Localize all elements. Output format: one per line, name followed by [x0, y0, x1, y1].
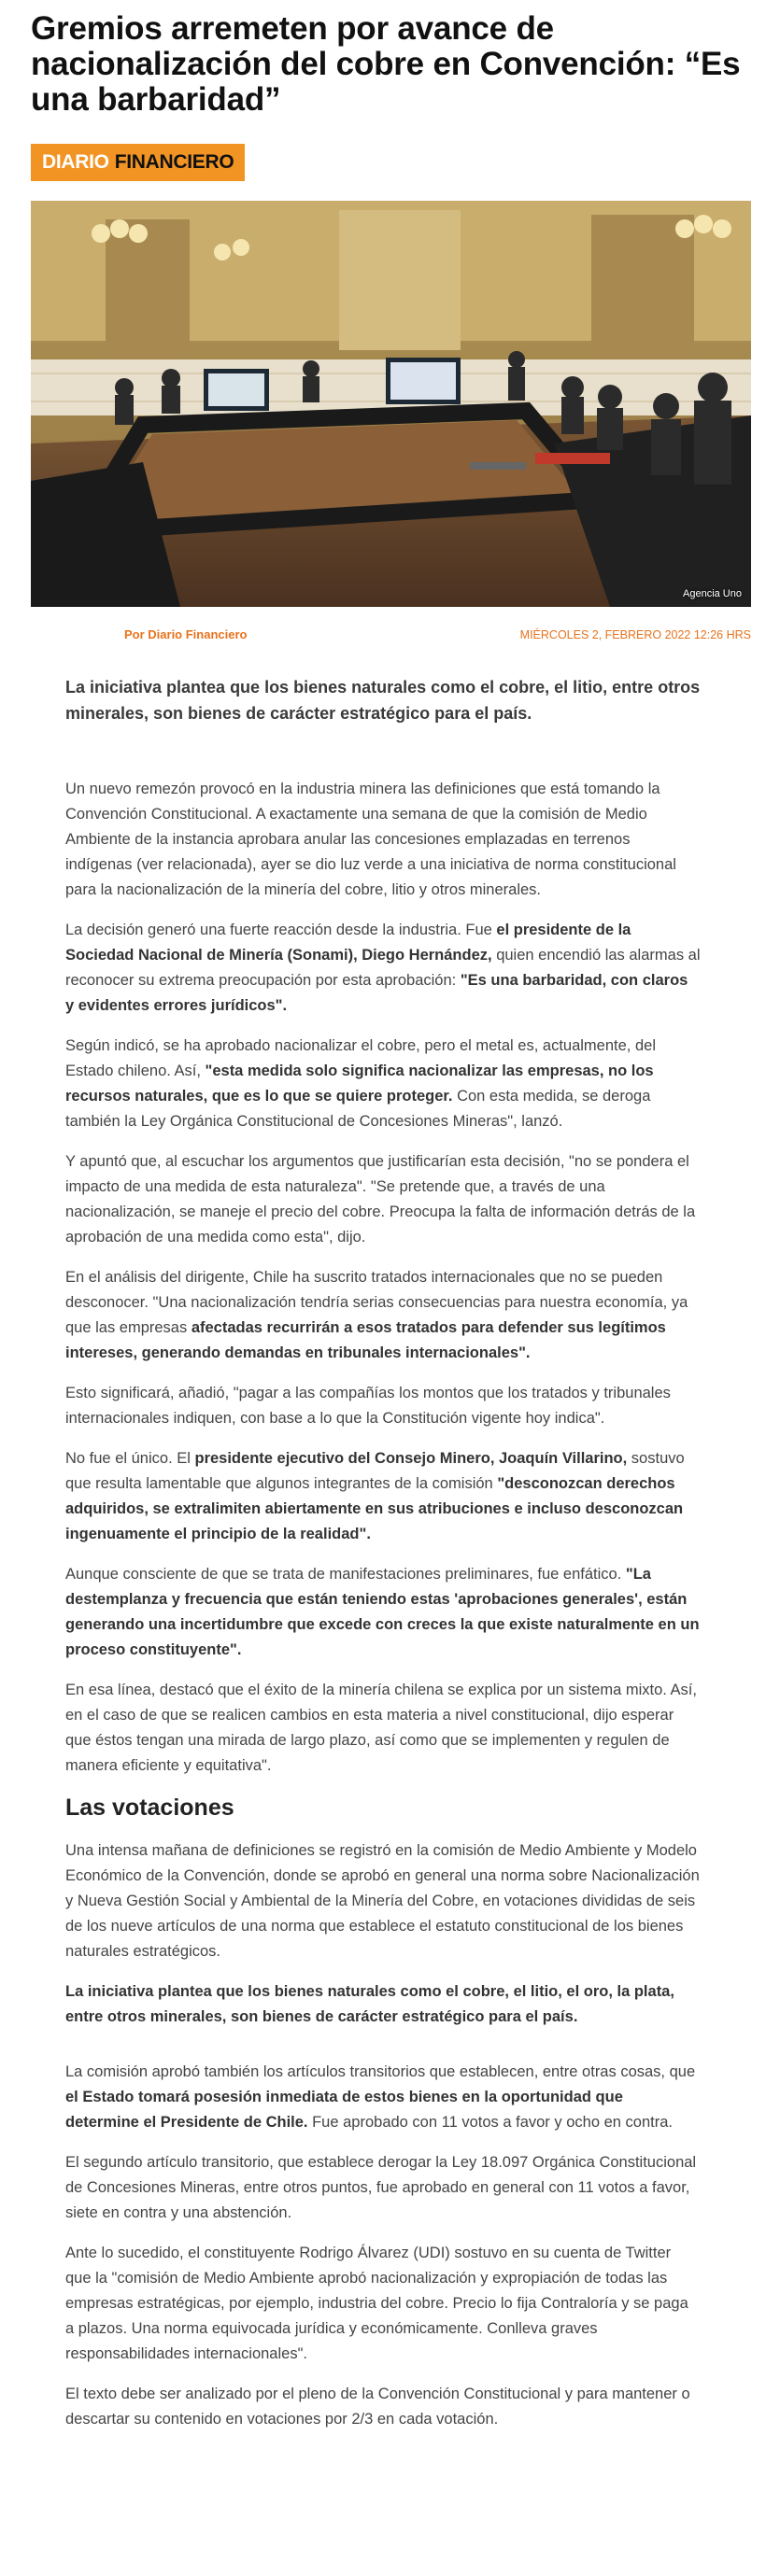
- article-body: [65, 674, 701, 2447]
- brand-part-2: FINANCIERO: [114, 151, 234, 173]
- bold-quote: "desconozcan derechos adquiridos, se extralimiten abiertamente en sus atribuciones e incluso desconozcan ingenuamente el principio de la realidad".: [65, 1475, 684, 1542]
- paragraph-12: El segundo artículo transitorio, que establece derogar la Ley 18.097 Orgánica Constitucional de Concesiones Mineras, entre otros puntos, fue aprobado en general con 11 votos a favor, siete en contra y una abstención.: [65, 2154, 697, 2221]
- bold-quote: "La destemplanza y frecuencia que están teniendo estas 'aprobaciones generales', están generando una incertidumbre que excede con creces la que existe naturalmente en un proceso constituyente".: [65, 1566, 700, 1658]
- pull-quote: La iniciativa plantea que los bienes naturales como el cobre, el litio, el oro, la plata, entre otros minerales, son bienes de carácter estratégico para el país.: [65, 1983, 674, 2025]
- text-run: Aunque consciente de que se trata de manifestaciones preliminares, fue enfático.: [65, 1566, 626, 1583]
- hero-photo: [31, 201, 751, 607]
- section-heading: Las votaciones: [65, 1795, 234, 1821]
- bold-quote: "esta medida solo significa nacionalizar las empresas, no los recursos naturales, que es lo que se quiere proteger.: [65, 1063, 654, 1105]
- article-headline: Gremios arremeten por avance de nacionalización del cobre en Convención: “Es una barbaridad”: [31, 10, 741, 118]
- paragraph-11: [65, 2060, 701, 2135]
- text-run: sostuvo que resulta lamentable que algunos integrantes de la comisión: [65, 1450, 685, 1492]
- brand-part-1: DIARIO: [42, 151, 109, 173]
- diario-financiero-logo[interactable]: [31, 144, 245, 181]
- text-run: La comisión aprobó también los artículos transitorios que establecen, entre otras cosas, que: [65, 2063, 696, 2080]
- paragraph-13: Ante lo sucedido, el constituyente Rodrigo Álvarez (UDI) sostuvo en su cuenta de Twitter que la "comisión de Medio Ambiente aprobó nacionalización y expropiación de todas las empresas estratégicas, por ejemplo, industria del cobre. Precio lo fija Contraloría y se paga a plazos. Una norma equivocada jurídica y económicamente. Conlleva graves responsabilidades internacionales".: [65, 2245, 688, 2362]
- paragraph-8: [65, 1562, 701, 1663]
- paragraph-3: [65, 1034, 701, 1134]
- paragraph-10: Una intensa mañana de definiciones se registró en la comisión de Medio Ambiente y Modelo Económico de la Convención, donde se aprobó en general una norma sobre Nacionalización y Nueva Gestión Social y Ambiental de la Minería del Cobre, en votaciones divididas de seis de los nueve artículos de una norma que establece el estatuto constitucional de los bienes naturales estratégicos.: [65, 1842, 700, 1960]
- bold-run: el Estado tomará posesión inmediata de estos bienes en la oportunidad que determine el Presidente de Chile.: [65, 2089, 623, 2131]
- byline-row: [124, 627, 751, 641]
- text-run: No fue el único. El: [65, 1450, 195, 1467]
- bold-run: el presidente de la Sociedad Nacional de Minería (Sonami), Diego Hernández,: [65, 922, 631, 964]
- paragraph-4: Y apuntó que, al escuchar los argumentos que justificarían esta decisión, "no se pondera el impacto de una medida de esta naturaleza". "Se pretende que, a través de una nacionalización, se maneje el precio del cobre. Preocupa la falta de información detrás de la aprobación de una medida como esta", dijo.: [65, 1153, 696, 1246]
- text-run: La decisión generó una fuerte reacción desde la industria. Fue: [65, 922, 497, 938]
- paragraph-14: El texto debe ser analizado por el pleno de la Convención Constitucional y para mantener o descartar su contenido en votaciones por 2/3 en cada votación.: [65, 2386, 690, 2428]
- paragraph-5: [65, 1265, 701, 1366]
- text-run: Según indicó, se ha aprobado nacionalizar el cobre, pero el metal es, actualmente, del Estado chileno. Así,: [65, 1037, 656, 1079]
- text-run: quien encendió las alarmas al reconocer su extrema preocupación por esta aprobación:: [65, 947, 701, 989]
- paragraph-1: Un nuevo remezón provocó en la industria minera las definiciones que está tomando la Convención Constitucional. A exactamente una semana de que la comisión de Medio Ambiente de la instancia aprobara anular las concesiones emplazadas en terrenos indígenas (ver relacionada), ayer se dio luz verde a una iniciativa de norma constitucional para la nacionalización de la minería del cobre, litio y otros minerales.: [65, 781, 676, 898]
- paragraph-2: [65, 918, 701, 1019]
- author-byline[interactable]: Por Diario Financiero: [124, 627, 248, 641]
- text-run: Con esta medida, se deroga también la Ley Orgánica Constitucional de Concesiones Mineras", lanzó.: [65, 1088, 651, 1130]
- text-run: En el análisis del dirigente, Chile ha suscrito tratados internacionales que no se pueden desconocer. "Una nacionalización tendría serias consecuencias para nuestra economía, ya que las empresas: [65, 1269, 688, 1336]
- paragraph-6: Esto significará, añadió, "pagar a las compañías los montos que los tratados y tribunales internacionales indiquen, con base a lo que la Constitución vigente hoy indica".: [65, 1385, 671, 1427]
- paragraph-7: [65, 1446, 701, 1547]
- paragraph-9: En esa línea, destacó que el éxito de la minería chilena se explica por un sistema mixto. Así, en el caso de que se realicen cambios en esta materia a nivel constitucional, dijo esperar que éstos tengan una mirada de largo plazo, así como que se implementen y regulen de manera eficiente y equitativa".: [65, 1682, 697, 1774]
- article-lead: La iniciativa plantea que los bienes naturales como el cobre, el litio, entre otros minerales, son bienes de carácter estratégico para el país.: [65, 678, 701, 723]
- bold-run: presidente ejecutivo del Consejo Minero, Joaquín Villarino,: [194, 1450, 628, 1467]
- photo-credit: Agencia Uno: [683, 588, 742, 599]
- bold-quote: "Es una barbaridad, con claros y evidentes errores jurídicos".: [65, 972, 688, 1014]
- publish-date: MIÉRCOLES 2, FEBRERO 2022 12:26 HRS: [519, 627, 751, 641]
- bold-quote: afectadas recurrirán a esos tratados para defender sus legítimos intereses, generando demandas en tribunales internacionales".: [65, 1319, 666, 1361]
- meeting-room-illustration: [31, 201, 751, 607]
- text-run: Fue aprobado con 11 votos a favor y ocho en contra.: [307, 2114, 673, 2131]
